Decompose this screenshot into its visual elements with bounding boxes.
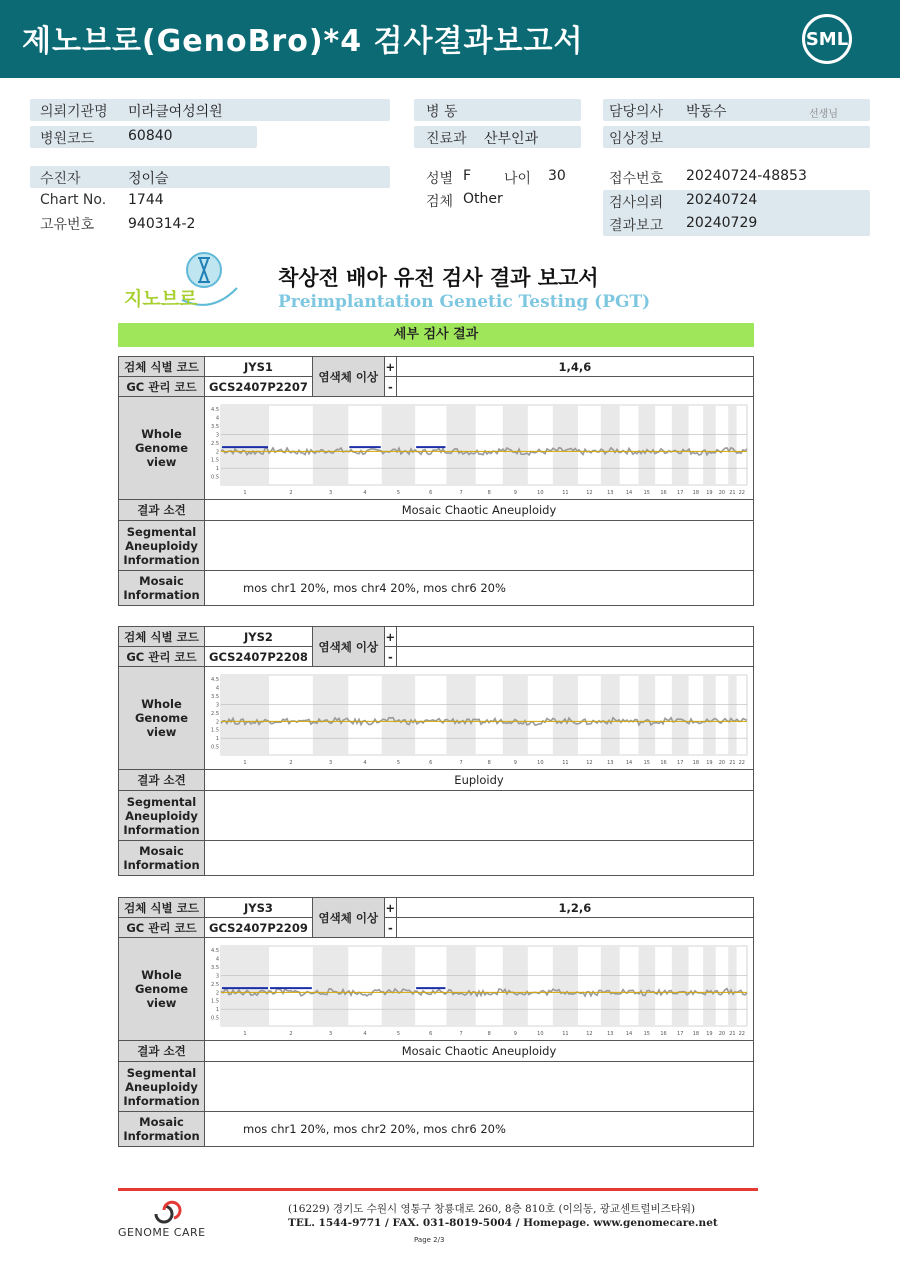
mosaic-value [205, 841, 754, 876]
abnormal-label: 염색체 이상 [312, 898, 384, 938]
plus-sign: + [384, 357, 396, 377]
report-date-label: 결과보고 [609, 218, 664, 234]
chromosome-band [703, 946, 716, 1026]
y-tick-label: 0.5 [211, 1015, 219, 1022]
age-label: 나이 [504, 171, 532, 187]
hospital-code-value: 60840 [128, 128, 173, 144]
doctor-label: 담당의사 [609, 104, 664, 120]
x-tick-label: 22 [738, 760, 745, 766]
minus-value [396, 377, 753, 397]
chromosome-band [553, 946, 578, 1026]
x-tick-label: 13 [607, 490, 614, 496]
footer-address [288, 1202, 718, 1230]
chromosome-band [703, 405, 716, 485]
chromosome-band [382, 405, 415, 485]
mosaic-label: Mosaic Information [119, 571, 205, 606]
clinical-label: 임상정보 [609, 131, 664, 147]
sex-value: F [463, 168, 472, 184]
segmental-value [205, 521, 754, 571]
abnormal-label: 염색체 이상 [312, 357, 384, 397]
whole-genome-chart [207, 399, 751, 497]
result-block [118, 897, 754, 1147]
result-label: 결과 소견 [119, 500, 205, 521]
mosaic-value: mos chr1 20%, mos chr2 20%, mos chr6 20% [205, 1112, 754, 1147]
segmental-label: Segmental Aneuploidy Information [119, 521, 205, 571]
chromosome-band [313, 946, 348, 1026]
x-tick-label: 17 [677, 1031, 684, 1037]
plus-value [396, 627, 753, 647]
x-tick-label: 11 [562, 490, 569, 496]
sample-code-value: JYS2 [205, 627, 313, 647]
x-tick-label: 3 [328, 760, 333, 766]
y-tick-label: 2.5 [211, 710, 219, 717]
hospital-code-label: 병원코드 [40, 131, 95, 147]
y-tick-label: 4.5 [211, 677, 219, 684]
x-tick-label: 6 [429, 490, 433, 496]
y-tick-label: 1.5 [211, 457, 219, 464]
x-tick-label: 20 [718, 760, 726, 766]
chromosome-band [446, 405, 475, 485]
sample-code-label: 검체 식별 코드 [119, 357, 205, 377]
whole-genome-chart [207, 940, 751, 1038]
specimen-label: 검체 [426, 194, 454, 210]
chromosome-band [446, 946, 475, 1026]
minus-value [396, 918, 753, 938]
wgv-chart-cell [205, 397, 754, 500]
x-tick-label: 18 [692, 490, 700, 496]
wgv-chart-cell [205, 667, 754, 770]
wgv-chart-cell [205, 938, 754, 1041]
x-tick-label: 2 [289, 760, 293, 766]
x-tick-label: 14 [625, 1031, 633, 1037]
mosaic-label: Mosaic Information [119, 1112, 205, 1147]
x-tick-label: 1 [243, 490, 247, 496]
y-tick-label: 1.5 [211, 998, 219, 1005]
x-tick-label: 3 [328, 490, 333, 496]
minus-sign: - [384, 918, 396, 938]
chromosome-band [313, 405, 348, 485]
chromosome-band [446, 675, 475, 755]
x-tick-label: 2 [289, 490, 293, 496]
result-block [118, 626, 754, 876]
minus-value [396, 647, 753, 667]
plot-area [221, 946, 747, 1026]
chromosome-band [672, 946, 689, 1026]
request-label: 검사의뢰 [609, 195, 664, 211]
receipt-value: 20240724-48853 [686, 168, 807, 184]
x-tick-label: 16 [660, 760, 667, 766]
genobro-logo-text: 지노브로 [124, 288, 198, 310]
patient-label: 수진자 [40, 171, 81, 187]
chromosome-band [503, 675, 528, 755]
chromosome-band [553, 405, 578, 485]
plus-sign: + [384, 898, 396, 918]
result-value: Mosaic Chaotic Aneuploidy [205, 1041, 754, 1062]
x-tick-label: 21 [729, 1031, 736, 1037]
result-label: 결과 소견 [119, 770, 205, 791]
request-value: 20240724 [686, 192, 758, 208]
x-tick-label: 9 [513, 1031, 517, 1037]
x-tick-label: 22 [738, 490, 745, 496]
footer-divider [118, 1188, 758, 1191]
gc-code-value: GCS2407P2208 [205, 647, 313, 667]
chromosome-band [382, 946, 415, 1026]
x-tick-label: 14 [625, 490, 633, 496]
plus-sign: + [384, 627, 396, 647]
chromosome-band [638, 946, 655, 1026]
chart-no-value: 1744 [128, 192, 164, 208]
sml-logo: SML [802, 14, 852, 64]
sample-code-value: JYS3 [205, 898, 313, 918]
chromosome-band [728, 405, 736, 485]
y-tick-label: 1.5 [211, 727, 219, 734]
segmental-label: Segmental Aneuploidy Information [119, 1062, 205, 1112]
x-tick-label: 2 [289, 1031, 293, 1037]
chromosome-band [601, 405, 620, 485]
result-value: Euploidy [205, 770, 754, 791]
genome-care-name: GENOME CARE [118, 1226, 206, 1239]
dept-value: 산부인과 [484, 131, 539, 147]
gc-code-value: GCS2407P2207 [205, 377, 313, 397]
whole-genome-chart [207, 669, 751, 767]
x-tick-label: 4 [363, 760, 367, 766]
doctor-value: 박동수 [686, 104, 727, 120]
y-tick-label: 3.5 [211, 965, 219, 972]
y-tick-label: 1 [215, 466, 219, 473]
institution-label: 의뢰기관명 [40, 104, 108, 120]
gc-code-label: GC 관리 코드 [119, 918, 205, 938]
plus-value: 1,2,6 [396, 898, 753, 918]
y-tick-label: 2 [215, 990, 219, 997]
x-tick-label: 4 [363, 490, 367, 496]
result-block [118, 356, 754, 606]
y-tick-label: 0.5 [211, 474, 219, 481]
y-tick-label: 0.5 [211, 744, 219, 751]
page-number: Page 2/3 [414, 1236, 445, 1244]
y-tick-label: 4.5 [211, 407, 219, 414]
report-main-title: 착상전 배아 유전 검사 결과 보고서 [278, 266, 599, 290]
y-tick-label: 2.5 [211, 440, 219, 447]
x-tick-label: 15 [643, 490, 650, 496]
x-tick-label: 4 [363, 1031, 367, 1037]
plot-area [221, 405, 747, 485]
y-tick-label: 1 [215, 1007, 219, 1014]
x-tick-label: 6 [429, 760, 433, 766]
x-tick-label: 6 [429, 1031, 433, 1037]
result-value: Mosaic Chaotic Aneuploidy [205, 500, 754, 521]
minus-sign: - [384, 647, 396, 667]
y-tick-label: 4.5 [211, 948, 219, 955]
x-tick-label: 8 [487, 1031, 491, 1037]
dept-label: 진료과 [426, 131, 467, 147]
x-tick-label: 18 [692, 1031, 700, 1037]
x-tick-label: 17 [677, 760, 684, 766]
x-tick-label: 5 [396, 490, 401, 496]
chromosome-band [221, 405, 269, 485]
y-tick-label: 4 [215, 415, 219, 422]
x-tick-label: 7 [459, 1031, 463, 1037]
minus-sign: - [384, 377, 396, 397]
x-tick-label: 9 [513, 760, 517, 766]
x-tick-label: 21 [729, 490, 736, 496]
x-tick-label: 5 [396, 760, 401, 766]
report-date-value: 20240729 [686, 215, 758, 231]
report-header [0, 0, 900, 78]
x-tick-label: 3 [328, 1031, 333, 1037]
chromosome-band [503, 405, 528, 485]
gc-code-value: GCS2407P2209 [205, 918, 313, 938]
y-tick-label: 3 [215, 973, 219, 980]
x-tick-label: 16 [660, 490, 667, 496]
unique-no-value: 940314-2 [128, 216, 196, 232]
mosaic-value: mos chr1 20%, mos chr4 20%, mos chr6 20% [205, 571, 754, 606]
chromosome-band [601, 946, 620, 1026]
sex-label: 성별 [426, 171, 454, 187]
footer-address-line: (16229) 경기도 수원시 영통구 창룡대로 260, 8층 810호 (이의동, 광교센트럴비즈타워) [288, 1203, 696, 1215]
chromosome-band [672, 405, 689, 485]
age-value: 30 [548, 168, 566, 184]
x-tick-label: 19 [706, 1031, 713, 1037]
chromosome-band [382, 675, 415, 755]
y-tick-label: 3.5 [211, 694, 219, 701]
x-tick-label: 18 [692, 760, 700, 766]
chromosome-band [601, 675, 620, 755]
doctor-suffix: 선생님 [809, 109, 838, 120]
x-tick-label: 20 [718, 1031, 726, 1037]
x-tick-label: 8 [487, 490, 491, 496]
x-tick-label: 16 [660, 1031, 667, 1037]
wgv-label: Whole Genome view [119, 667, 205, 770]
y-tick-label: 1 [215, 736, 219, 743]
x-tick-label: 12 [586, 1031, 593, 1037]
chromosome-band [313, 675, 348, 755]
chromosome-band [503, 946, 528, 1026]
x-tick-label: 10 [537, 1031, 544, 1037]
x-tick-label: 8 [487, 760, 491, 766]
x-tick-label: 17 [677, 490, 684, 496]
y-tick-label: 3.5 [211, 424, 219, 431]
chart-no-label: Chart No. [40, 192, 107, 208]
x-tick-label: 15 [643, 760, 650, 766]
x-tick-label: 20 [718, 490, 726, 496]
footer-contact-line: TEL. 1544-9771 / FAX. 031-8019-5004 / Homepage. www.genomecare.net [288, 1217, 718, 1229]
report-title: 제노브로(GenoBro)*4 검사결과보고서 [22, 24, 584, 59]
chromosome-band [221, 946, 269, 1026]
plus-value: 1,4,6 [396, 357, 753, 377]
segmental-label: Segmental Aneuploidy Information [119, 791, 205, 841]
chromosome-band [553, 675, 578, 755]
chromosome-band [728, 946, 736, 1026]
x-tick-label: 12 [586, 490, 593, 496]
x-tick-label: 13 [607, 1031, 614, 1037]
x-tick-label: 11 [562, 1031, 569, 1037]
chromosome-band [638, 675, 655, 755]
x-tick-label: 7 [459, 490, 463, 496]
y-tick-label: 4 [215, 956, 219, 963]
x-tick-label: 1 [243, 1031, 247, 1037]
y-tick-label: 3 [215, 432, 219, 439]
abnormal-label: 염색체 이상 [312, 627, 384, 667]
ward-label: 병 동 [426, 104, 458, 120]
chromosome-band [703, 675, 716, 755]
y-tick-label: 3 [215, 702, 219, 709]
x-tick-label: 7 [459, 760, 463, 766]
x-tick-label: 21 [729, 760, 736, 766]
plot-area [221, 675, 747, 755]
y-tick-label: 2.5 [211, 981, 219, 988]
patient-value: 정이슬 [128, 171, 169, 187]
x-tick-label: 19 [706, 490, 713, 496]
wgv-label: Whole Genome view [119, 938, 205, 1041]
result-label: 결과 소견 [119, 1041, 205, 1062]
x-tick-label: 15 [643, 1031, 650, 1037]
y-tick-label: 2 [215, 719, 219, 726]
segmental-value [205, 1062, 754, 1112]
x-tick-label: 9 [513, 490, 517, 496]
institution-value: 미라클여성의원 [128, 104, 223, 120]
x-tick-label: 19 [706, 760, 713, 766]
gc-code-label: GC 관리 코드 [119, 647, 205, 667]
x-tick-label: 10 [537, 760, 544, 766]
mosaic-label: Mosaic Information [119, 841, 205, 876]
x-tick-label: 10 [537, 490, 544, 496]
sample-code-label: 검체 식별 코드 [119, 627, 205, 647]
specimen-value: Other [463, 191, 503, 207]
x-tick-label: 14 [625, 760, 633, 766]
patient-row [30, 166, 390, 188]
x-tick-label: 5 [396, 1031, 401, 1037]
sample-code-value: JYS1 [205, 357, 313, 377]
x-tick-label: 11 [562, 760, 569, 766]
segmental-value [205, 791, 754, 841]
chromosome-band [672, 675, 689, 755]
chromosome-band [638, 405, 655, 485]
x-tick-label: 1 [243, 760, 247, 766]
chromosome-band [728, 675, 736, 755]
y-tick-label: 2 [215, 449, 219, 456]
section-title: 세부 검사 결과 [118, 323, 754, 347]
unique-no-label: 고유번호 [40, 217, 95, 233]
receipt-label: 접수번호 [609, 171, 664, 187]
x-tick-label: 12 [586, 760, 593, 766]
wgv-label: Whole Genome view [119, 397, 205, 500]
sample-code-label: 검체 식별 코드 [119, 898, 205, 918]
y-tick-label: 4 [215, 685, 219, 692]
x-tick-label: 13 [607, 760, 614, 766]
chromosome-band [221, 675, 269, 755]
x-tick-label: 22 [738, 1031, 745, 1037]
gc-code-label: GC 관리 코드 [119, 377, 205, 397]
report-sub-title: Preimplantation Genetic Testing (PGT) [278, 292, 651, 312]
